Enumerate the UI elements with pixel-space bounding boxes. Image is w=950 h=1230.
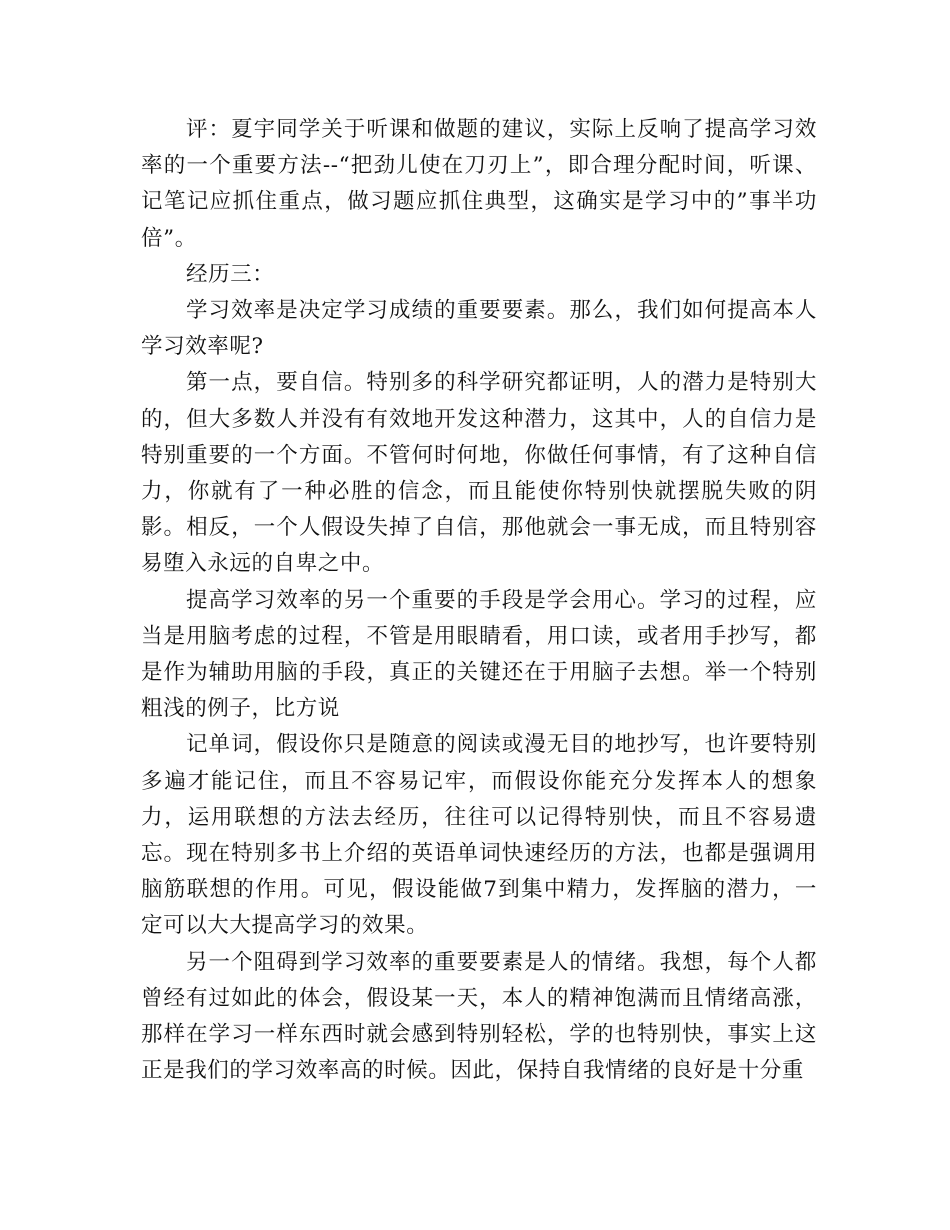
section-heading-experience-three: 经历三： (186, 261, 275, 287)
document-body (141, 112, 817, 1089)
paragraph-commentary: 评：夏宇同学关于听课和做题的建议，实际上反响了提高学习效率的一个重要方法--“把劲儿使在刀刃上”，即合理分配时间，听课、记笔记应抓住重点，做习题应抓住典型，这确实是学习中的”事半功倍”。 (141, 117, 817, 251)
paragraph-confidence: 第一点，要自信。特别多的科学研究都证明，人的潜力是特别大的，但大多数人并没有有效地开发这种潜力，这其中，人的自信力是特别重要的一个方面。不管何时何地，你做任何事情，有了这种自信力，你就有了一种必胜的信念，而且能使你特别快就摆脱失败的阴影。相反，一个人假设失掉了自信，那他就会一事无成，而且特别容易堕入永远的自卑之中。 (141, 370, 817, 577)
paragraph-use-mind: 提高学习效率的另一个重要的手段是学会用心。学习的过程，应当是用脑考虑的过程，不管是用眼睛看，用口读，或者用手抄写，都是作为辅助用脑的手段，真正的关键还在于用脑子去想。举一个特别粗浅的例子，比方说 (141, 587, 817, 722)
paragraph-intro: 学习效率是决定学习成绩的重要要素。那么，我们如何提高本人学习效率呢? (141, 298, 817, 360)
paragraph-emotion: 另一个阻碍到学习效率的重要要素是人的情绪。我想，每个人都曾经有过如此的体会，假设某一天，本人的精神饱满而且情绪高涨，那样在学习一样东西时就会感到特别轻松，学的也特别快，事实上这正是我们的学习效率高的时候。因此，保持自我情绪的良好是十分重 (141, 949, 817, 1084)
paragraph-memorize-words: 记单词，假设你只是随意的阅读或漫无目的地抄写，也许要特别多遍才能记住，而且不容易记牢，而假设你能充分发挥本人的想象力，运用联想的方法去经历，往往可以记得特别快，而且不容易遗忘。现在特别多书上介绍的英语单词快速经历的方法，也都是强调用脑筋联想的作用。可见，假设能做7到集中精力，发挥脑的潜力，一定可以大大提高学习的效果。 (141, 732, 817, 939)
